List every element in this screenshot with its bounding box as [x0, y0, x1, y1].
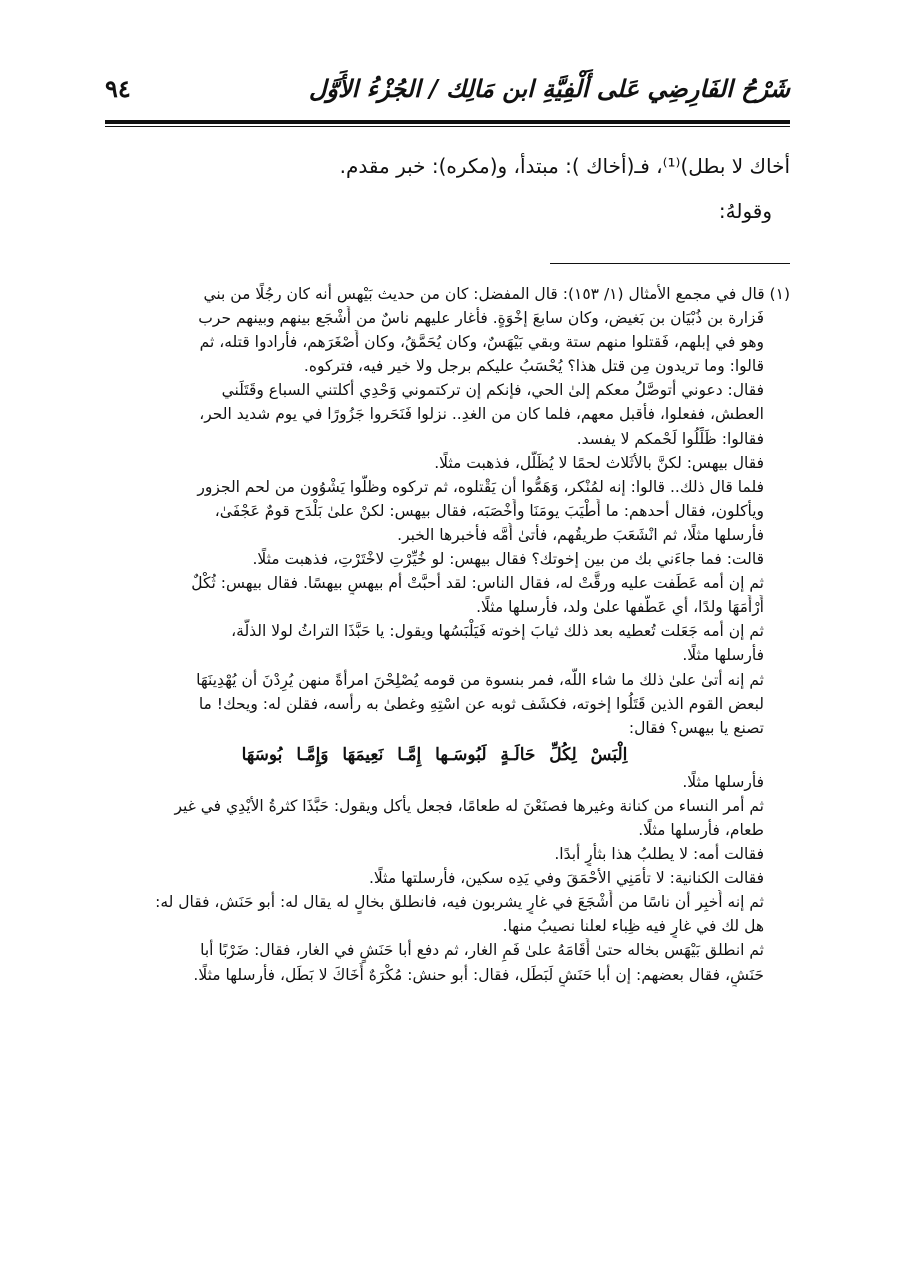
footnote-line: ويأكلون، فقال أحدهم: ما أَطْيَبَ يومَنَا وأَخْصَبَه، فقال بيهس: لكنْ علىٰ بَلْدَح قومٌ عَجْفَىٰ، [214, 501, 764, 520]
header-title: شَرْحُ الفَارِضِي عَلى أَلْفِيَّةِ ابن مَالِك / الجُزْءُ الأَوَّل [308, 74, 790, 103]
footnote-line: حَنَشٍ، فقال بعضهم: إن أبا حَنَشٍ لَبَطَل، فقال: أبو حنش: مُكْرَهٌ أَخَاكَ لا بَطَل، فأرسلها مثلًا. [193, 965, 764, 984]
footnote-line: فقال بيهس: لكنَّ بالأثَلاث لحمًا لا يُظَلَّل، فذهبت مثلًا. [434, 453, 764, 472]
footnote-line: فَزارة بن ذُبْيَان بن بَغيض، وكان سابعَ إخْوَةٍ. فأغار عليهم ناسٌ من أَشْجَع بينهم وبينهم حرب [198, 309, 764, 328]
running-header [105, 72, 790, 112]
footnote-line: قالت: فما جاءَني بك من بين إخوتك؟ فقال بيهس: لو خُيِّرْتِ لاخْتَرْتِ، فذهبت مثلًا. [252, 550, 764, 569]
footnote-line: فقالت الكنانية: لا تأْمَنِي الأحْمَقَ وفي يَدِه سكين، فأرسلتها مثلًا. [368, 869, 764, 888]
footnote-line [105, 282, 790, 306]
footnote-line-text: قال في مجمع الأمثال (١/ ١٥٣): قال المفضل: كان من حديث بَيْهس أنه كان رجُلًا من بني [203, 285, 765, 303]
footnote-line: ثم إن أمه جَعَلت تُعطيه بعد ذلك ثيابَ إخوته فَيَلْبَسُها ويقول: يا حَبَّذَا التراثُ لولا الذلَّة، [231, 622, 764, 641]
footnote-line: ثم إنه أُخبِر أن ناسًا من أَشْجَعَ في غارٍ يشربون فيه، فانطلق بخالٍ له يقال له: أبو حَنَش، فقال له: [155, 893, 764, 912]
footnote-line: طعام، فأرسلها مثلًا. [638, 820, 764, 839]
footnote-line: ثم إنه أتىٰ علىٰ ذلك ما شاء اللّه، فمر بنسوة من قومه يُصْلِحْنَ امرأةً منهن يُرِدْنَ أن يُهْدِينَهَا [196, 670, 764, 689]
footnote-line: فأرسلها مثلًا، ثم انْشَعَبَ طريقُهم، فأتىٰ أُمَّه فأخبرها الخبر. [397, 525, 764, 544]
main-text [105, 144, 790, 234]
footnote-line: أَرْأَمَهَا ولدًا، أي عَطَّفها علىٰ ولد، فأرسلها مثلًا. [476, 598, 764, 617]
footnote-line: العطش، ففعلوا، فأقبل معهم، فلما كان من الغدِ.. نزلوا فَنَحَروا جَزُورًا في يوم شديد الحر، [199, 405, 764, 424]
footnote-line: تصنع يا بيهس؟ فقال: [628, 718, 764, 737]
footnote-line: لبعض القوم الذين قَتَلُوا إخوته، فكشَف ثوبه عن اسْتِهِ وغطىٰ به رأسه، فقلن له: ويحك! ما [198, 694, 764, 713]
footnote-line: فقال: دعوني أتوصَّلُ معكم إلىٰ الحي، فإنكم إن تركتموني وَحْدِي أكلتني السباع وقَتَلَني [221, 381, 764, 400]
page-number: ٩٤ [105, 74, 131, 103]
footnote-line: ثم إن أمه عَطَفت عليه ورقَّتْ له، فقال الناس: لقد أحبَّتْ أم بيهسٍ بيهسًا. فقال بيهس: ثُكْلٌ [191, 574, 764, 593]
footnote-line: قالوا: وما تريدون مِن قتل هذا؟ يُحْسَبُ عليكم برجل ولا خير فيه، فتركوه. [303, 357, 764, 376]
footnote-separator [550, 263, 790, 264]
header-rule-thin [105, 126, 790, 127]
footnote-line: فأرسلها مثلًا. [682, 646, 764, 665]
footnote-line: ثم انطلق بَيْهَس بخاله حتىٰ أَقَامَهُ علىٰ فَمِ الغار، ثم دفع أبا حَنَشٍ في الغار، فقال: ضَرْبًا أبا [200, 941, 764, 960]
main-line-1: أخاك لا بطل)⁽¹⁾، فـ(أخاك ): مبتدأ، و(مكره): خبر مقدم. [339, 154, 790, 178]
footnote-number: (١) [769, 285, 790, 303]
footnote-line: هل لك في غارٍ فيه ظِباء لعلنا نصيبُ منها. [502, 917, 764, 936]
footnote-line: فقالوا: ظَلِّلُوا لَحْمكم لا يفسد. [576, 429, 764, 448]
footnote-line: وهو في إبلهم، فَقتلوا منهم ستة وبقي بَيْهَسٌ، وكان يُحَمَّقُ، وكان أَصْغَرَهم، فأرادوا قتله، ثم [199, 333, 764, 352]
main-line-2: وقولهُ: [718, 199, 772, 223]
footnote-block [105, 282, 790, 987]
footnote-line: ثم أمر النساء من كنانة وغيرها فصنَعْنَ له طعامًا، فجعل يأكل ويقول: حَبَّذَا كثرةُ الأيْدِي في غير [174, 796, 764, 815]
footnote-line: فقالت أمه: لا يطلبُ هذا بثأرٍ أبدًا. [554, 845, 764, 864]
footnote-line: فلما قال ذلك.. قالوا: إنه لمُنْكر، وَهَمُّوا أن يَقْتلوه، ثم تركوه وظلُّوا يَشْوُون من لحم الجزور [197, 477, 764, 496]
header-rule-thick [105, 120, 790, 124]
footnote-line: فأرسلها مثلًا. [682, 772, 764, 791]
poem-verse: اِلْبَسْ لِكُلِّ حَالَـةٍ لَبُوسَـها إِمَّـا نَعِيمَهَا وَإِمَّـا بُوسَهَا [241, 744, 628, 765]
